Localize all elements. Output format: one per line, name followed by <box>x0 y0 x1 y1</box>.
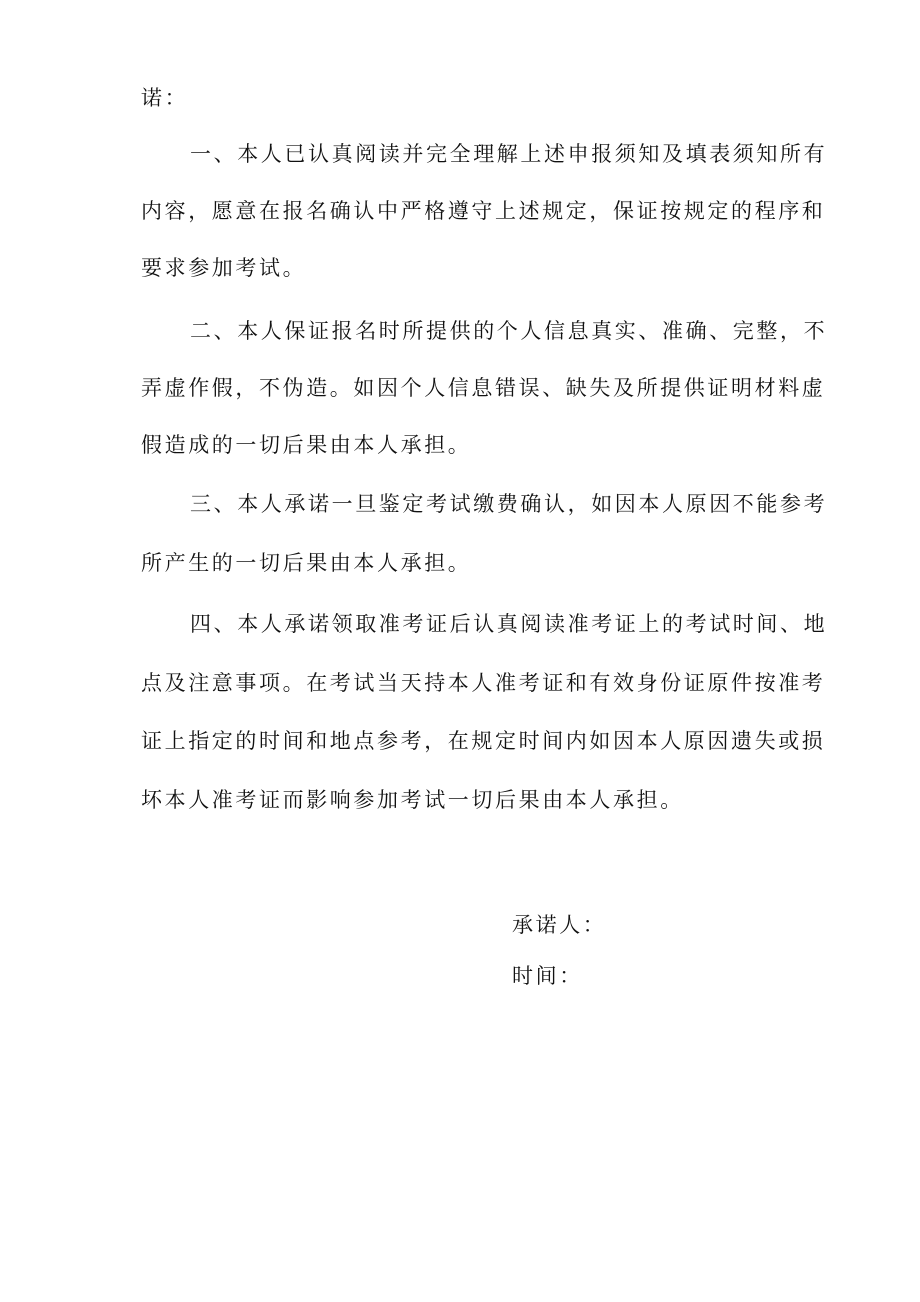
paragraph-line: 证上指定的时间和地点参考，在规定时间内如因本人原因遗失或损 <box>141 729 826 753</box>
paragraph-line: 弄虚作假，不伪造。如因个人信息错误、缺失及所提供证明材料虚 <box>141 376 826 400</box>
signer-label: 承诺人： <box>512 913 607 937</box>
paragraph-line: 四、本人承诺领取准考证后认真阅读准考证上的考试时间、地 <box>190 612 828 636</box>
paragraph-line: 所产生的一切后果由本人承担。 <box>141 551 472 575</box>
paragraph-line: 点及注意事项。在考试当天持本人准考证和有效身份证原件按准考 <box>141 671 826 695</box>
paragraph-line: 三、本人承诺一旦鉴定考试缴费确认，如因本人原因不能参考 <box>190 492 828 516</box>
opening-fragment: 诺： <box>141 86 189 110</box>
paragraph-line: 内容，愿意在报名确认中严格遵守上述规定，保证按规定的程序和 <box>141 199 826 223</box>
date-label: 时间： <box>512 964 583 988</box>
paragraph-line: 要求参加考试。 <box>141 256 307 280</box>
paragraph-line: 假造成的一切后果由本人承担。 <box>141 433 472 457</box>
paragraph-line: 一、本人已认真阅读并完全理解上述申报须知及填表须知所有 <box>190 142 828 166</box>
paragraph-line: 二、本人保证报名时所提供的个人信息真实、准确、完整，不 <box>190 319 828 343</box>
paragraph-line: 坏本人准考证而影响参加考试一切后果由本人承担。 <box>141 788 684 812</box>
